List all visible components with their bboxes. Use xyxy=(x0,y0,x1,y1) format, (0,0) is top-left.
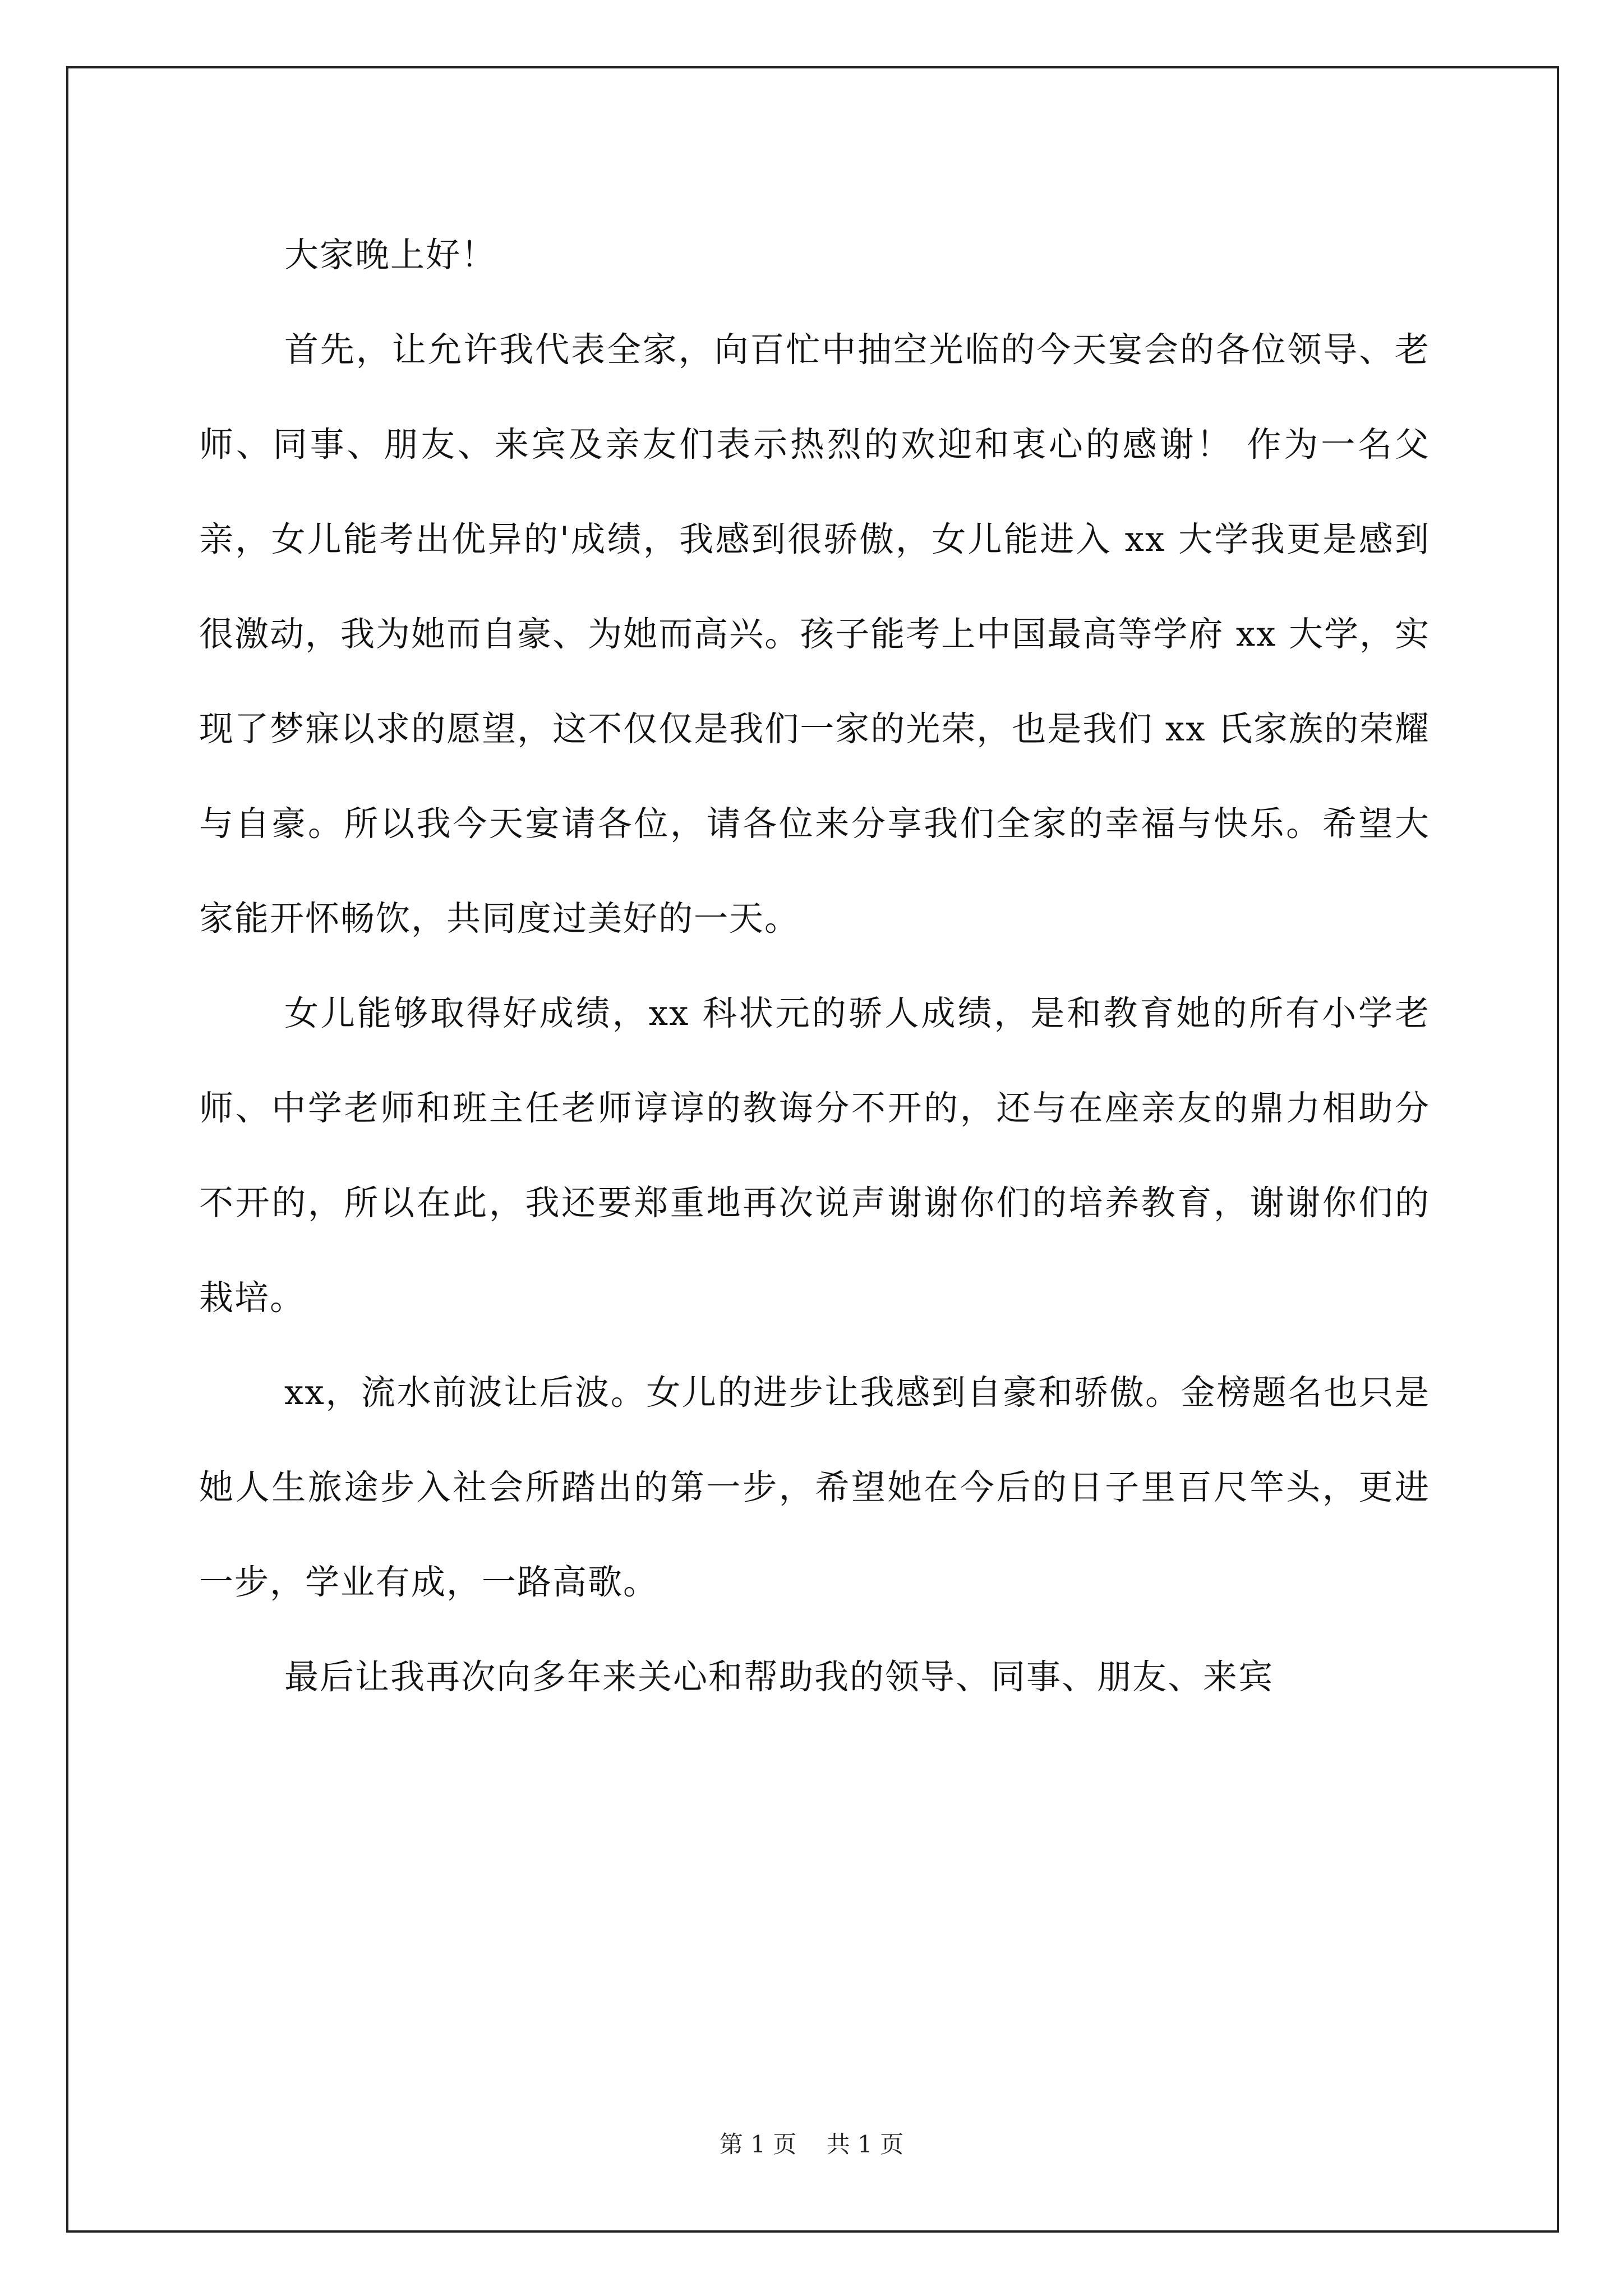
document-body xyxy=(199,208,1430,1724)
paragraph-greeting: 大家晚上好！ xyxy=(284,235,497,275)
paragraph-closing: 最后让我再次向多年来关心和帮助我的领导、同事、朋友、来宾 xyxy=(284,1657,1274,1697)
paragraph-welcome: 首先，让允许我代表全家，向百忙中抽空光临的今天宴会的各位领导、老师、同事、朋友、来宾及亲友们表示热烈的欢迎和衷心的感谢！ 作为一名父亲，女儿能考出优异的'成绩，我感到很骄傲，女儿能进入 xx 大学我更是感到很激动，我为她而自豪、为她而高兴。孩子能考上中国最高等学府 xx 大学，实现了梦寐以求的愿望，这不仅仅是我们一家的光荣，也是我们 xx 氏家族的荣耀与自豪。所以我今天宴请各位，请各位来分享我们全家的幸福与快乐。希望大家能开怀畅饮，共同度过美好的一天。 xyxy=(199,330,1430,938)
paragraph-progress: xx，流水前波让后波。女儿的进步让我感到自豪和骄傲。金榜题名也只是她人生旅途步入社会所踏出的第一步，希望她在今后的日子里百尺竿头，更进一步，学业有成，一路高歌。 xyxy=(199,1373,1430,1602)
paragraph-teachers: 女儿能够取得好成绩，xx 科状元的骄人成绩，是和教育她的所有小学老师、中学老师和班主任老师谆谆的教诲分不开的，还与在座亲友的鼎力相助分不开的，所以在此，我还要郑重地再次说声谢谢你们的培养教育，谢谢你们的栽培。 xyxy=(199,993,1430,1318)
page-number-footer: 第 1 页 共 1 页 xyxy=(719,2131,904,2158)
